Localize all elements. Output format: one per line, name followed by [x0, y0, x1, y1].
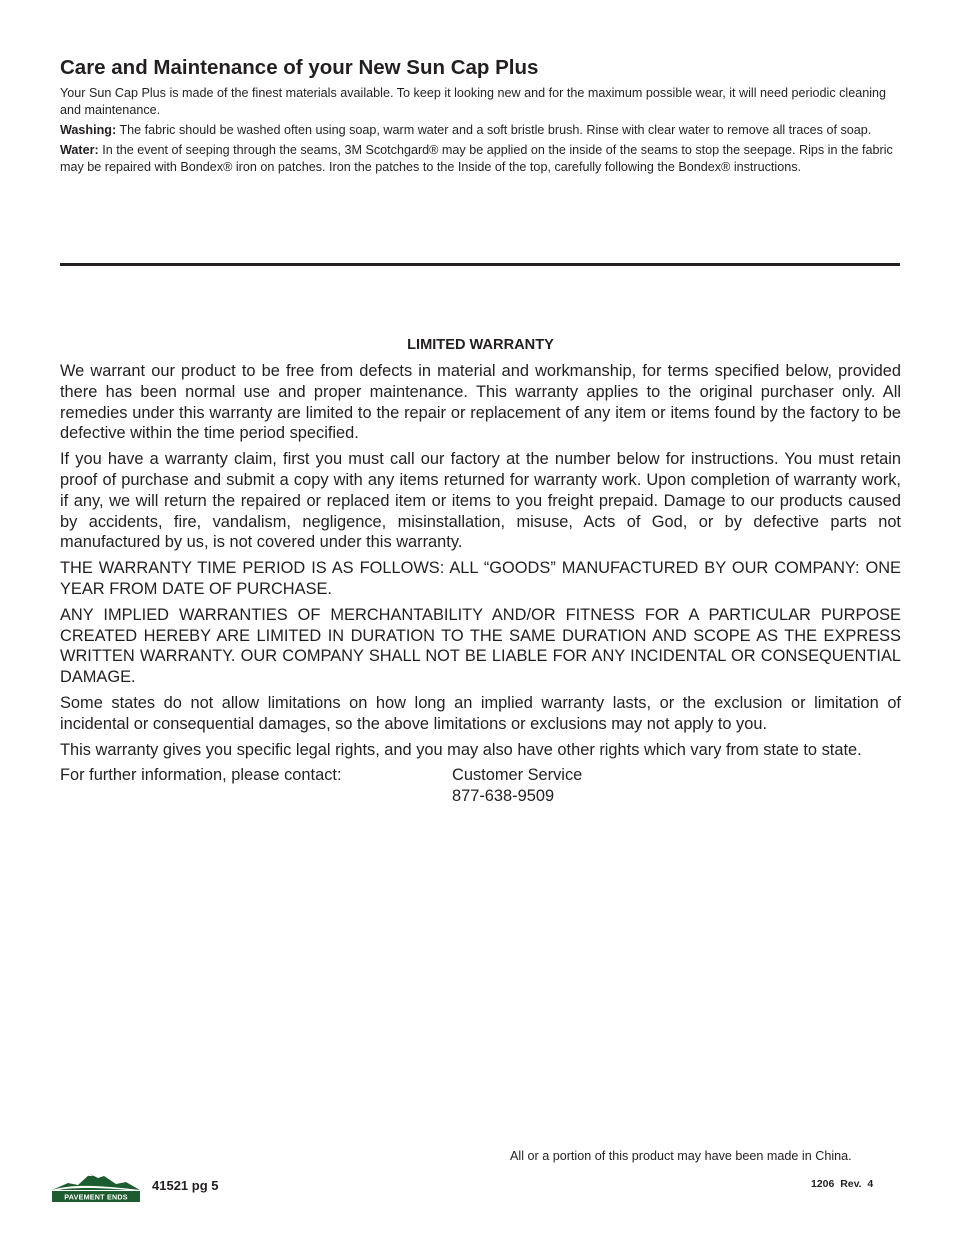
logo-text: PAVEMENT ENDS — [64, 1192, 128, 1202]
contact-details — [452, 765, 582, 807]
water-text: In the event of seeping through the seams, 3M Scotchgard® may be applied on the inside of the seams to stop the seepage. Rips in the fabric may be repaired with Bondex® iron on patches. Iron the patches to the Inside of the top, carefully following the Bondex® instructions. — [60, 143, 893, 174]
warranty-paragraph-1: We warrant our product to be free from defects in material and workmanship, for terms specified below, provided there has been normal use and proper maintenance. This warranty applies to the original purchaser only. All remedies under this warranty are limited to the repair or replacement of any item or items found by the factory to be defective within the time period specified. — [60, 362, 901, 443]
warranty-paragraph-4: ANY IMPLIED WARRANTIES OF MERCHANTABILITY AND/OR FITNESS FOR A PARTICULAR PURPOSE CREATED HEREBY ARE LIMITED IN DURATION TO THE SAME DURATION AND SCOPE AS THE EXPRESS WRITTEN WARRANTY. OUR COMPANY SHALL NOT BE LIABLE FOR ANY INCIDENTAL OR CONSEQUENTIAL DAMAGE. — [60, 605, 901, 687]
section-divider — [60, 263, 900, 266]
water-label: Water: — [60, 143, 99, 157]
washing-label: Washing: — [60, 123, 117, 137]
washing-paragraph — [60, 122, 900, 139]
warranty-title: LIMITED WARRANTY — [407, 337, 554, 353]
page-number: 41521 pg 5 — [152, 1178, 219, 1193]
care-intro: Your Sun Cap Plus is made of the finest materials available. To keep it looking new and for the maximum possible wear, it will need periodic cleaning and maintenance. — [60, 86, 887, 117]
warranty-paragraph-2: If you have a warranty claim, first you must call our factory at the number below for instructions. You must retain proof of purchase and submit a copy with any items returned for warranty work. Upon completion of warranty work, if any, we will return the repaired or replaced item or items to you freight prepaid. Damage to our products caused by accidents, fire, vandalism, negligence, misinstallation, misuse, Acts of God, or by defective parts not manufactured by us, is not covered under this warranty. — [60, 450, 901, 552]
pavement-ends-logo — [52, 1170, 140, 1202]
warranty-section — [60, 336, 901, 807]
contact-name: Customer Service — [452, 766, 583, 785]
mountain-logo-icon — [52, 1170, 140, 1202]
warranty-paragraph-5: Some states do not allow limitations on how long an implied warranty lasts, or the exclusion or limitation of incidental or consequential damages, so the above limitations or exclusions may not apply to you. — [60, 693, 901, 733]
washing-text: The fabric should be washed often using soap, warm water and a soft bristle brush. Rinse with clear water to remove all traces of soap. — [116, 123, 872, 137]
care-title: Care and Maintenance of your New Sun Cap Plus — [60, 56, 539, 79]
warranty-paragraph-6: This warranty gives you specific legal rights, and you may also have other rights which vary from state to state. — [60, 740, 862, 759]
contact-block — [60, 765, 901, 807]
warranty-paragraph-3: THE WARRANTY TIME PERIOD IS AS FOLLOWS: ALL “GOODS” MANUFACTURED BY OUR COMPANY: ONE YEAR FROM DATE OF PURCHASE. — [60, 559, 901, 598]
care-section — [60, 55, 900, 179]
revision-code: 1206 Rev. 4 — [811, 1178, 874, 1190]
water-paragraph — [60, 142, 900, 176]
contact-phone: 877-638-9509 — [452, 787, 555, 806]
contact-label: For further information, please contact: — [60, 766, 342, 785]
made-in-note: All or a portion of this product may have been made in China. — [510, 1149, 852, 1163]
